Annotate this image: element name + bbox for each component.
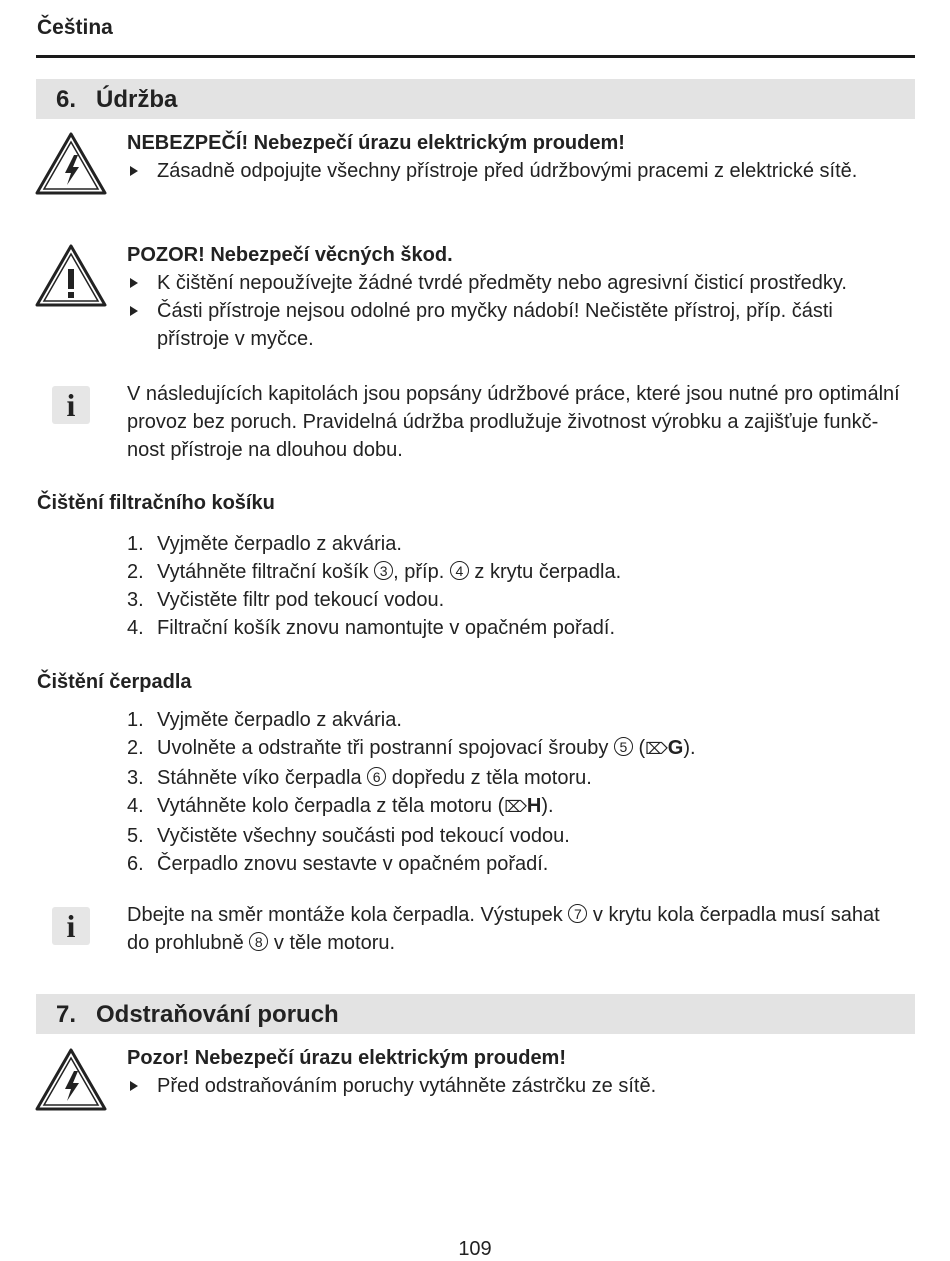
section-number: 6. [56, 86, 77, 113]
caution-bullet: K čištění nepoužívejte žádné tvrdé předměty nebo agresivní čisticí prostředky. [127, 269, 847, 297]
page-number: 109 [458, 1238, 492, 1260]
list-item: 4. Vytáhněte kolo čerpadla z těla motoru (⌦H). [127, 795, 554, 817]
part-number-badge: 3 [374, 561, 393, 580]
electric-hazard-icon [35, 1047, 107, 1111]
bullet-arrow-icon [130, 166, 138, 176]
bullet-arrow-icon [130, 306, 138, 316]
list-item: 4. Filtrační košík znovu namontujte v opačném pořadí. [127, 617, 616, 639]
filter-steps-list [127, 530, 621, 642]
list-item: 5. Vyčistěte všechny součásti pod tekoucí vodou. [127, 825, 570, 847]
list-item: 3. Vyčistěte filtr pod tekoucí vodou. [127, 589, 445, 611]
part-number-badge: 8 [249, 932, 268, 951]
list-item: 2. Vytáhněte filtrační košík 3 , příp. 4 z krytu čerpadla. [127, 561, 622, 583]
section-title: Údržba [96, 86, 178, 113]
warning-heading: Pozor! Nebezpečí úrazu elektrickým proudem! [127, 1047, 567, 1069]
subheading-pump: Čištění čerpadla [37, 671, 192, 693]
warning-bullet: Před odstraňováním poruchy vytáhněte zástrčku ze sítě. [127, 1072, 656, 1100]
warning-heading: NEBEZPEČÍ! Nebezpečí úrazu elektrickým proudem! [127, 132, 625, 154]
list-item: 1. Vyjměte čerpadlo z akvária. [127, 533, 402, 555]
part-number-badge: 6 [367, 767, 386, 786]
part-number-badge: 7 [568, 904, 587, 923]
caution-bullet: Části přístroje nejsou odolné pro myčky nádobí! Nečistěte přístroj, příp. části [127, 297, 833, 325]
section-6-header [36, 79, 915, 119]
part-number-badge: 5 [614, 737, 633, 756]
subheading-filter: Čištění filtračního košíku [37, 492, 275, 514]
section-7-header [36, 994, 915, 1034]
figure-ref-icon: ⌦ [645, 741, 668, 758]
info-paragraph: Dbejte na směr montáže kola čerpadla. Výstupek 7 v krytu kola čerpadla musí sahat do prohlubně 8 v těle motoru. [127, 904, 880, 954]
pump-steps-list [127, 706, 696, 878]
part-number-badge: 4 [450, 561, 469, 580]
warning-bullet: Zásadně odpojujte všechny přístroje před údržbovými pracemi z elektrické sítě. [127, 157, 857, 185]
list-item: 1. Vyjměte čerpadlo z akvária. [127, 709, 402, 731]
section-title: Odstraňování poruch [96, 1001, 339, 1028]
list-item: 6. Čerpadlo znovu sestavte v opačném pořadí. [127, 853, 549, 875]
section-number: 7. [56, 1001, 77, 1028]
caution-bullet-continuation: přístroje v myčce. [157, 328, 314, 350]
electric-hazard-icon [35, 131, 107, 195]
caution-heading: POZOR! Nebezpečí věcných škod. [127, 244, 453, 266]
bullet-arrow-icon [130, 1081, 138, 1091]
caution-icon [35, 243, 107, 307]
info-icon: i [52, 907, 90, 945]
list-item: 2. Uvolněte a odstraňte tři postranní spojovací šrouby 5 (⌦G). [127, 737, 696, 759]
language-label: Čeština [37, 16, 113, 39]
info-paragraph: V následujících kapitolách jsou popsány údržbové práce, které jsou nutné pro optimální provoz bez poruch. Pravidelná údržba prodlužuje životnost výrobku a zajišťuje funkč- nost přístroje na dlouhou dobu. [127, 383, 900, 461]
figure-ref-icon: ⌦ [504, 799, 527, 816]
info-icon: i [52, 386, 90, 424]
list-item: 3. Stáhněte víko čerpadla 6 dopředu z těla motoru. [127, 767, 592, 789]
header-rule [36, 55, 915, 58]
bullet-arrow-icon [130, 278, 138, 288]
